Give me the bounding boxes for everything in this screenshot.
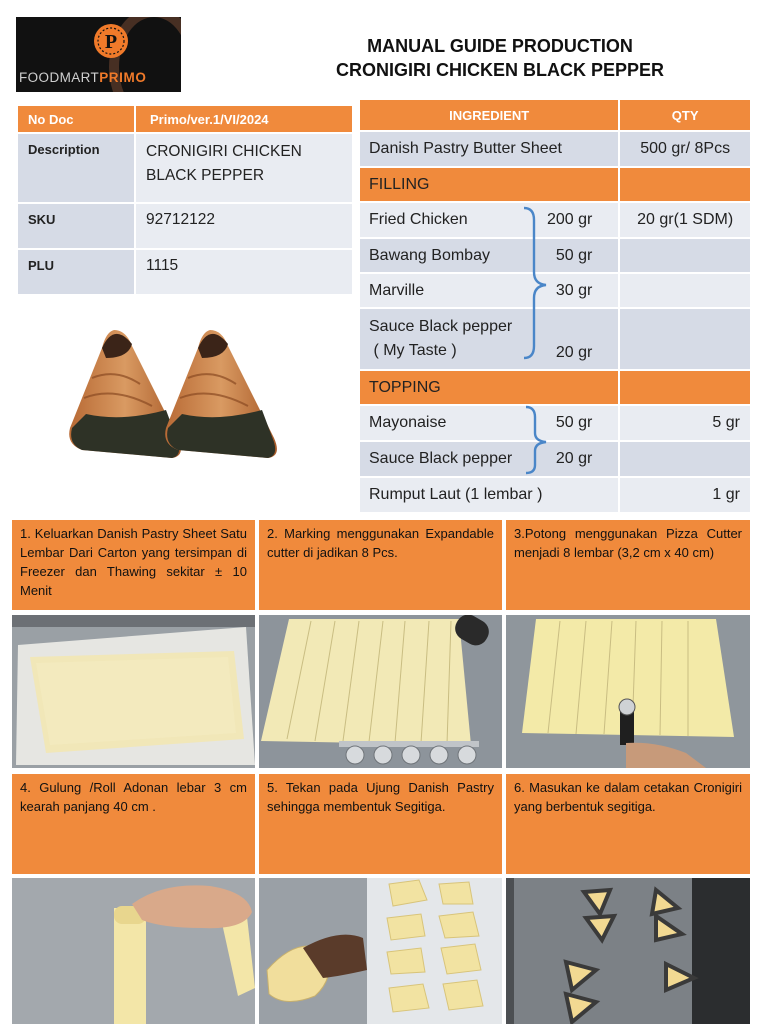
info-row-description: [18, 134, 352, 204]
step-6-photo: [506, 878, 750, 1024]
ingredient-amount: 20 gr: [555, 344, 593, 361]
ingredient-name: Mayonaise: [369, 414, 447, 431]
qty-header: QTY: [620, 100, 750, 132]
description-value-line-1: CRONIGIRI CHICKEN: [146, 143, 302, 160]
svg-text:P: P: [104, 31, 118, 53]
filling-section-row: [360, 168, 750, 203]
ingredient-name: Bawang Bombay: [369, 246, 490, 264]
description-value: [136, 134, 352, 204]
ingredient-row-base: [360, 132, 750, 168]
plu-value: 1115: [136, 250, 352, 296]
cronigiri-right: [165, 330, 277, 458]
step-5-photo: [259, 878, 502, 1024]
ingredient-name: Sauce Black pepper: [369, 450, 513, 467]
info-row-sku: [18, 204, 352, 250]
ingredient-amount: 50 gr: [555, 414, 593, 431]
title-line-2: CRONIGIRI CHICKEN BLACK PEPPER: [335, 60, 665, 80]
ingredient-row-mayonaise: [360, 406, 750, 442]
topping-label: TOPPING: [360, 371, 620, 406]
ingredient-qty: [620, 309, 750, 371]
step-1-text: 1. Keluarkan Danish Pastry Sheet Satu Lembar Dari Carton yang tersimpan di Freezer dan Thawing sekitar ± 10 Menit: [12, 520, 255, 610]
brand-logo: [16, 17, 181, 92]
ingredient-amount: 50 gr: [555, 246, 593, 264]
ingredient-header: INGREDIENT: [360, 100, 620, 132]
info-row-plu: [18, 250, 352, 296]
cronigiri-left: [69, 330, 181, 458]
ingredient-name: Fried Chicken: [369, 211, 468, 228]
ingredient-name-line-1: Sauce Black pepper: [369, 318, 513, 335]
step-4-text: 4. Gulung /Roll Adonan lebar 3 cm kearah panjang 40 cm .: [12, 774, 255, 874]
step-3-text: 3.Potong menggunakan Pizza Cutter menjadi 8 lembar (3,2 cm x 40 cm): [506, 520, 750, 610]
ingredient-row-sauce-black-pepper: [360, 309, 750, 371]
ingredient-name: Danish Pastry Butter Sheet: [369, 140, 562, 157]
ingredient-table: [360, 100, 750, 514]
document-info-table: [18, 106, 352, 296]
ingredient-qty: [620, 442, 750, 478]
ingredient-qty: 5 gr: [620, 406, 750, 442]
sku-label: SKU: [18, 204, 136, 250]
step-3-photo: [506, 615, 750, 768]
ingredient-qty: [620, 274, 750, 309]
ingredient-name-line-2: ( My Taste ): [369, 342, 457, 359]
ingredient-amount: 200 gr: [546, 211, 593, 228]
description-value-line-2: BLACK PEPPER: [146, 167, 265, 184]
step-5-text: 5. Tekan pada Ujung Danish Pastry sehingga membentuk Segitiga.: [259, 774, 502, 874]
ingredient-qty: 1 gr: [620, 478, 750, 514]
logo-wordmark: FOODMARTPRIMO: [19, 70, 147, 85]
ingredient-qty: 20 gr(1 SDM): [620, 203, 750, 239]
ingredient-qty: 500 gr/ 8Pcs: [620, 132, 750, 168]
title-line-1: MANUAL GUIDE PRODUCTION: [367, 36, 633, 56]
no-doc-label: No Doc: [18, 106, 136, 134]
step-1-photo: [12, 615, 255, 768]
logo-badge-icon: [93, 23, 129, 59]
ingredient-qty: [620, 239, 750, 274]
description-label: Description: [18, 134, 136, 204]
plu-label: PLU: [18, 250, 136, 296]
ingredient-name: Marville: [369, 281, 425, 299]
cronigiri-product-image: [62, 318, 292, 466]
step-6-text: 6. Masukan ke dalam cetakan Cronigiri yang berbentuk segitiga.: [506, 774, 750, 874]
ingredient-row-rumput-laut: [360, 478, 750, 514]
ingredient-row-bawang-bombay: [360, 239, 750, 274]
topping-section-row: [360, 371, 750, 406]
page-title: [300, 34, 700, 82]
no-doc-value: Primo/ver.1/VI/2024: [136, 106, 352, 134]
ingredient-name: [369, 315, 512, 363]
ingredient-amount: 20 gr: [555, 450, 593, 467]
ingredient-row-marville: [360, 274, 750, 309]
info-header-row: [18, 106, 352, 134]
ingredient-name: Rumput Laut (1 lembar ): [369, 486, 543, 503]
filling-label: FILLING: [360, 168, 620, 203]
step-2-text: 2. Marking menggunakan Expandable cutter di jadikan 8 Pcs.: [259, 520, 502, 610]
ingredient-row-sauce-black-pepper-topping: [360, 442, 750, 478]
step-4-photo: [12, 878, 255, 1024]
ingredient-row-fried-chicken: [360, 203, 750, 239]
ingredient-header-row: [360, 100, 750, 132]
ingredient-amount: 30 gr: [555, 281, 593, 299]
step-2-photo: [259, 615, 502, 768]
sku-value: 92712122: [136, 204, 352, 250]
